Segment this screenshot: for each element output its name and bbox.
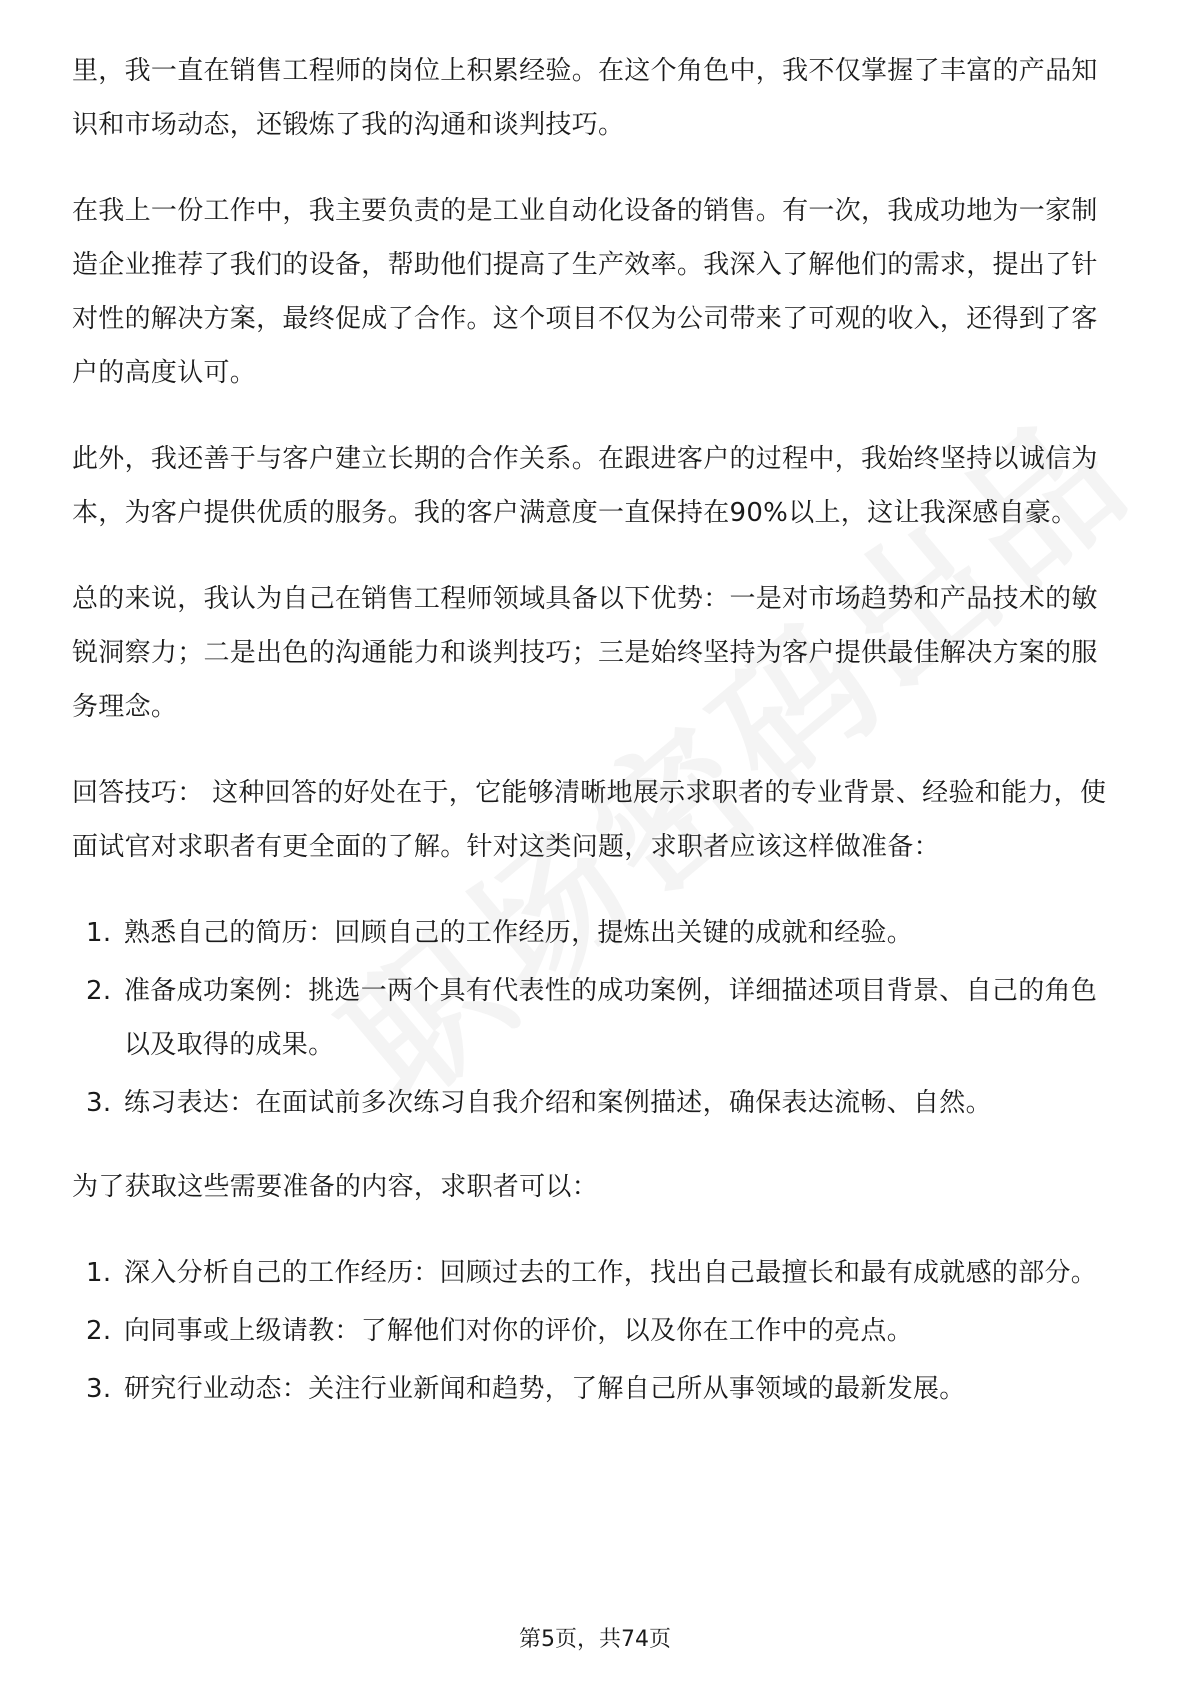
list-number: 1. (86, 918, 112, 948)
prep-list (72, 906, 1122, 1130)
list-item (72, 1246, 1122, 1300)
list-item (72, 1304, 1122, 1358)
list-item-text: 准备成功案例：挑选一两个具有代表性的成功案例，详细描述项目背景、自己的角色以及取得的成果。 (124, 976, 1098, 1060)
list-number: 2. (86, 1316, 112, 1346)
paragraph-answer-tips: 回答技巧： 这种回答的好处在于，它能够清晰地展示求职者的专业背景、经验和能力，使面试官对求职者有更全面的了解。针对这类问题，求职者应该这样做准备： (72, 778, 1107, 862)
list-item (72, 906, 1122, 960)
document-body (72, 44, 1122, 1446)
paragraph-client-relations: 此外，我还善于与客户建立长期的合作关系。在跟进客户的过程中，我始终坚持以诚信为本，为客户提供优质的服务。我的客户满意度一直保持在90%以上，这让我深感自豪。 (72, 444, 1098, 528)
acquire-list (72, 1246, 1122, 1416)
list-number: 3. (86, 1088, 112, 1118)
list-number: 2. (86, 976, 112, 1006)
paragraph-experience: 里，我一直在销售工程师的岗位上积累经验。在这个角色中，我不仅掌握了丰富的产品知识和市场动态，还锻炼了我的沟通和谈判技巧。 (72, 56, 1098, 140)
list-number: 1. (86, 1258, 112, 1288)
paragraph-previous-job: 在我上一份工作中，我主要负责的是工业自动化设备的销售。有一次，我成功地为一家制造企业推荐了我们的设备，帮助他们提高了生产效率。我深入了解他们的需求，提出了针对性的解决方案，最终促成了合作。这个项目不仅为公司带来了可观的收入，还得到了客户的高度认可。 (72, 196, 1098, 388)
list-item-text: 练习表达：在面试前多次练习自我介绍和案例描述，确保表达流畅、自然。 (124, 1088, 992, 1118)
list-item-text: 深入分析自己的工作经历：回顾过去的工作，找出自己最擅长和最有成就感的部分。 (124, 1258, 1098, 1288)
list-item (72, 964, 1122, 1072)
list-item-text: 向同事或上级请教：了解他们对你的评价，以及你在工作中的亮点。 (124, 1316, 914, 1346)
list-item (72, 1076, 1122, 1130)
paragraph-acquire-intro: 为了获取这些需要准备的内容，求职者可以： (72, 1172, 599, 1202)
list-item (72, 1362, 1122, 1416)
paragraph-summary: 总的来说，我认为自己在销售工程师领域具备以下优势：一是对市场趋势和产品技术的敏锐洞察力；二是出色的沟通能力和谈判技巧；三是始终坚持为客户提供最佳解决方案的服务理念。 (72, 584, 1098, 722)
list-item-text: 熟悉自己的简历：回顾自己的工作经历，提炼出关键的成就和经验。 (124, 918, 914, 948)
page-footer: 第5页，共74页 (519, 1627, 671, 1652)
list-item-text: 研究行业动态：关注行业新闻和趋势，了解自己所从事领域的最新发展。 (124, 1374, 966, 1404)
list-number: 3. (86, 1374, 112, 1404)
